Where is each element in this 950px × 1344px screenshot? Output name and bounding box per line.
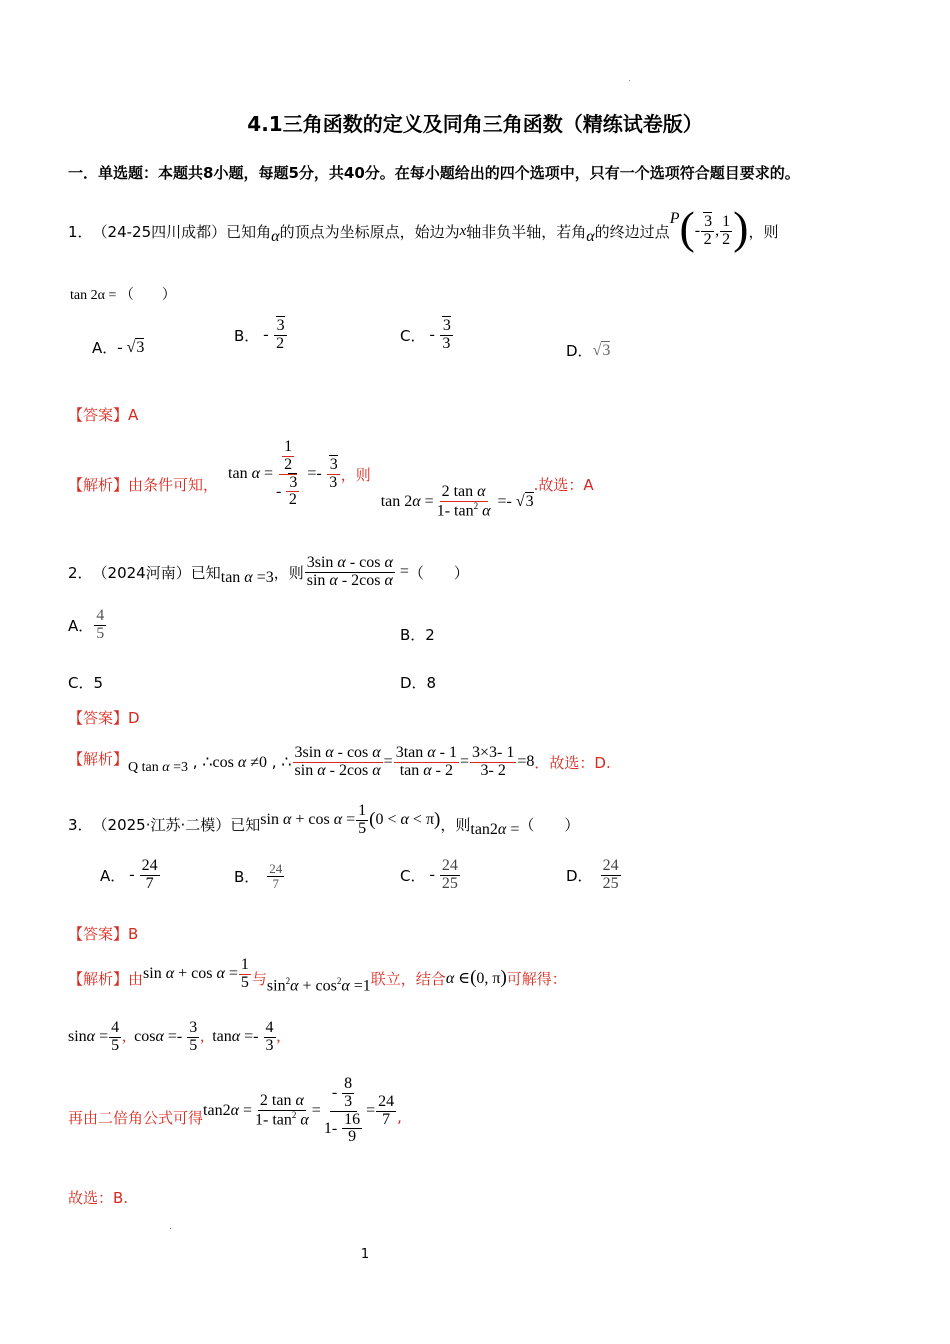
q1-option-b-label: B． bbox=[234, 326, 260, 345]
q3-option-b-label: B． bbox=[234, 867, 260, 886]
q2-option-b: B．2 bbox=[400, 626, 435, 644]
q1-analysis-b: ，则 bbox=[340, 465, 371, 484]
q2-answer bbox=[68, 707, 140, 728]
q3-line3-prefix: 再由二倍角公式可得 bbox=[68, 1108, 204, 1127]
q3-answer bbox=[68, 923, 138, 944]
q1-text-a: 已知角 bbox=[226, 222, 272, 241]
q3-option-a: A． - $\frac{24}{7}$ bbox=[100, 857, 158, 892]
q1-point: P ( - $\frac{3}{2}$ , $\frac{1}{2}$ ) bbox=[669, 202, 749, 253]
q3-analysis-line1: 【解析】 由 sin α + cos α = $\frac{1}{5}$ 与 $\sin^2\alpha + \cos^2\alpha =1$ 联立，结合 α ∈(0, π) 可解得： bbox=[68, 955, 567, 995]
question-3-stem: 3． （2025·江苏·二模） 已知 sin α + cos α = $\frac{1}{5}$ ( 0 < α < π ) ，则 tan2α = （ ） bbox=[68, 801, 580, 838]
q3-analysis-d: 可解得： bbox=[506, 969, 567, 988]
q1-option-c-label: C． bbox=[400, 326, 426, 345]
q1-answer-label: 【答案】 bbox=[68, 406, 129, 424]
q2-option-d: D．8 bbox=[400, 674, 437, 692]
q1-stem-line2: tan 2α = （ ） bbox=[70, 288, 176, 303]
q2-answer-label: 【答案】 bbox=[68, 709, 129, 727]
q2-number: 2． bbox=[68, 563, 93, 582]
q3-option-c-label: C． bbox=[400, 866, 426, 885]
q1-option-a-label: A． bbox=[92, 339, 118, 357]
q3-number: 3． bbox=[68, 815, 93, 834]
q3-analysis-line2: sinα = $\frac{4}{5}$ , cosα =- $\frac{3}{5}$ , tanα =- $\frac{4}{3}$ , bbox=[68, 1018, 281, 1054]
q2-analysis: 【解析】 Q tan α =3 , ∴cos α ≠0 , ∴ $\frac{\text{3sin α - cos α}}{\text{sin α - 2cos α}}$ = $\frac{\text{3tan α - 1}}{\text{tan α - 2}}$ = $\frac{3\times 3- 1}{3- 2}$ =8 ．故选：D. bbox=[68, 743, 611, 779]
q2-analysis-q: Q bbox=[128, 760, 139, 775]
q1-analysis: 【解析】 由条件可知， tan α = $\frac{1}{2}$ - $\frac{3}{2}$ =- $\frac{3}{3}$ ，则 tan 2α = $\frac{\text{2 tan α}}{1- \tan^2 \alpha}$ =- √3 .故选：A bbox=[68, 437, 594, 520]
q3-text-c: （ ） bbox=[519, 815, 580, 834]
q2-text-c: （ ） bbox=[408, 563, 469, 582]
q1-answer bbox=[68, 404, 138, 425]
q3-option-d-label: D． bbox=[566, 866, 593, 885]
q3-answer-label: 【答案】 bbox=[68, 925, 129, 943]
q1-option-c: C． - $\frac{3}{3}$ bbox=[400, 317, 451, 352]
section-header: 一．单选题：本题共8小题，每题5分，共40分。在每小题给出的四个选项中，只有一个选项符合题目要求的。 bbox=[68, 164, 800, 182]
q2-analysis-end: ．故选：D. bbox=[534, 753, 611, 772]
q1-analysis-end: .故选：A bbox=[533, 475, 594, 494]
q2-analysis-label: 【解析】 bbox=[68, 749, 129, 768]
q1-option-a: A． - √3 bbox=[92, 338, 145, 357]
q1-option-d-label: D． bbox=[566, 342, 593, 360]
q1-source: （24-25四川成都） bbox=[92, 222, 227, 241]
q2-text-b: ，则 bbox=[273, 563, 304, 582]
q1-axis-var: x bbox=[459, 222, 467, 239]
q3-option-b: B． $\frac{24}{7}$ bbox=[234, 861, 283, 891]
page-title: 4.1三角函数的定义及同角三角函数（精练试卷版） bbox=[247, 112, 703, 136]
q1-number: 1． bbox=[68, 222, 93, 241]
q2-option-c: C．5 bbox=[68, 674, 104, 692]
q3-analysis-b: 与 bbox=[251, 969, 267, 988]
q2-source: （2024河南） bbox=[92, 563, 191, 582]
q1-text-d: 的终边过点 bbox=[594, 222, 670, 241]
q1-option-d: D． √3 bbox=[566, 341, 611, 360]
q2-text-a: 已知 bbox=[190, 563, 221, 582]
q1-option-b: B． - $\frac{3}{2}$ bbox=[234, 317, 285, 352]
q3-option-d: D． $\frac{24}{25}$ bbox=[566, 857, 619, 892]
q2-option-a: A． $\frac{4}{5}$ bbox=[68, 607, 105, 642]
q2-answer-value: D bbox=[128, 709, 140, 727]
q3-analysis-a: 由 bbox=[128, 969, 144, 988]
q1-answer-value: A bbox=[128, 406, 139, 424]
q3-text-b: ，则 bbox=[440, 815, 471, 834]
q3-answer-value: B bbox=[128, 925, 139, 943]
q2-option-a-label: A． bbox=[68, 616, 94, 635]
page-number: 1 bbox=[360, 1247, 370, 1262]
q1-analysis-label: 【解析】 bbox=[68, 475, 129, 494]
q1-analysis-a: 由条件可知， bbox=[128, 475, 219, 494]
question-1-stem bbox=[68, 198, 778, 264]
q1-text-e: ，则 bbox=[748, 222, 779, 241]
question-2-stem: 2． （2024河南） 已知 tan α =3 ，则 $\frac{\text{3sin α - cos α}}{\text{sin α - 2cos α}}$ = （ ） bbox=[68, 553, 469, 589]
q1-alpha: α bbox=[271, 228, 280, 245]
q3-source: （2025·江苏·二模） bbox=[92, 815, 231, 834]
q1-alpha-2: α bbox=[586, 228, 595, 245]
q3-analysis-c: 联立，结合 bbox=[370, 969, 446, 988]
q3-analysis-label: 【解析】 bbox=[68, 969, 129, 988]
q3-text-a: 已知 bbox=[230, 815, 261, 834]
q3-conclusion: 故选：B. bbox=[68, 1189, 129, 1207]
q3-option-a-label: A． bbox=[100, 866, 126, 885]
q1-text-b: 的顶点为坐标原点，始边为 bbox=[279, 222, 460, 241]
q3-option-c: C． - $\frac{24}{25}$ bbox=[400, 857, 458, 892]
q3-analysis-line3: 再由二倍角公式可得 tan2α = $\frac{\text{2 tan α}}{1- \tan^2 \alpha}$ = - $\frac{8}{3}$ 1- $\frac{16}{9}$ = $\frac{24}{7}$ , bbox=[68, 1074, 402, 1146]
q1-text-c: 轴非负半轴，若角 bbox=[466, 222, 587, 241]
